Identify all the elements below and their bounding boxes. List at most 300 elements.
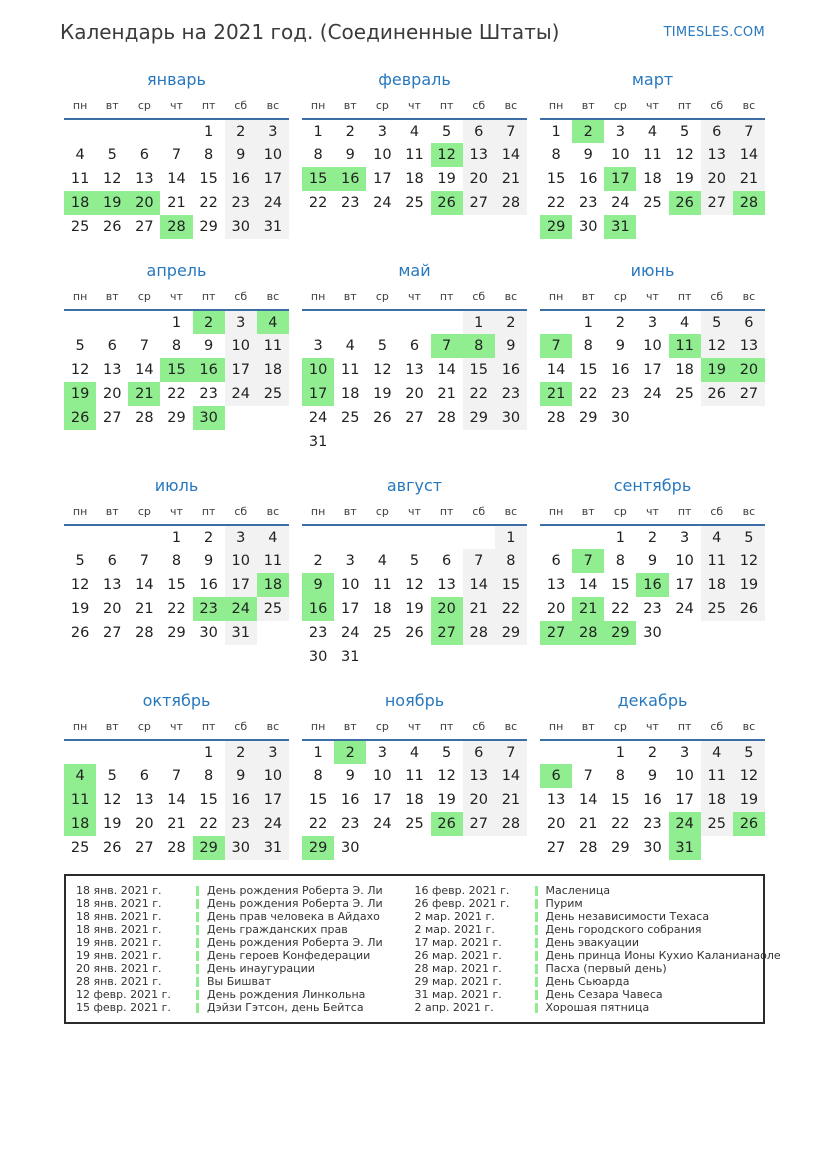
day-cell: 6 [463, 740, 495, 764]
empty-cell [669, 406, 701, 430]
day-cell: 24 [675, 601, 694, 617]
month-table [540, 502, 765, 645]
day-cell: 2 [615, 314, 625, 331]
day-cell: 4 [701, 525, 733, 549]
day-cell: 12 [405, 577, 424, 593]
day-cell: 21 [495, 788, 527, 812]
day-cell: 7 [139, 338, 149, 354]
week-row [302, 167, 527, 191]
day-cell: 4 [257, 310, 289, 334]
day-cell: 20 [102, 386, 122, 402]
legend-entry [415, 936, 754, 949]
day-cell: 21 [495, 167, 527, 191]
day-cell: 10 [257, 143, 289, 167]
week-row [64, 812, 289, 836]
day-cell: 6 [139, 147, 149, 163]
empty-cell [366, 836, 398, 860]
weekday-header: ср [128, 717, 160, 740]
day-cell: 7 [733, 119, 765, 143]
holiday-marker-bar [196, 964, 199, 974]
weekday-header: вт [96, 96, 128, 119]
weekday-header: пт [669, 287, 701, 310]
legend-entry-name: День Сьюарда [545, 975, 630, 988]
weekday-header: вт [572, 717, 604, 740]
day-cell: 11 [701, 764, 733, 788]
weekday-header: пн [302, 96, 334, 119]
day-cell: 12 [102, 792, 122, 808]
day-cell: 20 [128, 191, 160, 215]
day-cell: 28 [160, 215, 192, 239]
empty-cell [96, 525, 128, 549]
day-cell: 24 [373, 816, 392, 832]
day-cell: 20 [102, 601, 122, 617]
month-title: февраль [378, 70, 451, 89]
day-cell: 2 [313, 553, 323, 569]
day-cell: 5 [75, 338, 85, 354]
empty-cell [302, 525, 334, 549]
week-row [302, 788, 527, 812]
month-table [302, 96, 527, 215]
legend-entry-date: 28 мар. 2021 г. [414, 962, 502, 975]
week-row [64, 143, 289, 167]
day-cell: 11 [340, 362, 360, 378]
legend-entry-name: День прав человека в Айдахо [207, 910, 380, 923]
day-cell: 26 [701, 382, 733, 406]
day-cell: 29 [611, 840, 630, 856]
day-cell: 28 [167, 840, 186, 856]
weekday-header: ср [604, 717, 636, 740]
day-cell: 30 [643, 840, 662, 856]
day-cell: 2 [225, 740, 257, 764]
day-cell: 19 [733, 788, 765, 812]
legend-column-1 [76, 884, 415, 1014]
day-cell: 1 [615, 529, 625, 546]
week-row [64, 406, 289, 430]
weekday-header: вт [334, 717, 366, 740]
legend-entry-name: День инаугурации [207, 962, 315, 975]
day-cell: 28 [546, 410, 566, 426]
weekday-header-row [64, 96, 289, 119]
day-cell: 25 [675, 386, 694, 402]
legend-entry [76, 962, 415, 975]
day-cell: 15 [463, 358, 495, 382]
month-title: сентябрь [613, 476, 692, 495]
day-cell: 22 [463, 382, 495, 406]
legend-entry [76, 936, 415, 949]
month-март [540, 70, 765, 239]
day-cell: 29 [463, 406, 495, 430]
weekday-header: пт [431, 502, 463, 525]
day-cell: 23 [578, 195, 598, 211]
empty-cell [733, 215, 765, 239]
weekday-header: пт [431, 717, 463, 740]
day-cell: 5 [442, 744, 452, 761]
weekday-header: пт [431, 96, 463, 119]
day-cell: 29 [193, 836, 225, 860]
day-cell: 8 [313, 768, 323, 784]
day-cell: 23 [225, 191, 257, 215]
weekday-header: пн [540, 96, 572, 119]
month-title: январь [147, 70, 206, 89]
day-cell: 13 [437, 577, 456, 593]
day-cell: 2 [334, 740, 366, 764]
day-cell: 1 [171, 529, 182, 546]
day-cell: 21 [135, 601, 154, 617]
day-cell: 15 [199, 171, 218, 187]
day-cell: 16 [193, 358, 225, 382]
day-cell: 14 [578, 577, 598, 593]
day-cell: 31 [340, 649, 360, 665]
holiday-marker-bar [196, 977, 199, 987]
week-row [302, 525, 527, 549]
legend-entry [415, 923, 754, 936]
day-cell: 2 [193, 310, 225, 334]
day-cell: 26 [733, 812, 765, 836]
weekday-header: сб [463, 96, 495, 119]
legend-entry-name: Пасха (первый день) [545, 962, 667, 975]
empty-cell [302, 310, 334, 334]
day-cell: 24 [225, 382, 257, 406]
day-cell: 28 [463, 621, 495, 645]
day-cell: 15 [546, 171, 566, 187]
day-cell: 1 [615, 744, 625, 761]
day-cell: 25 [257, 382, 289, 406]
week-row [540, 597, 765, 621]
month-октябрь [64, 691, 289, 860]
day-cell: 11 [373, 577, 392, 593]
empty-cell [398, 525, 430, 549]
holiday-marker-bar [196, 990, 199, 1000]
day-cell: 12 [733, 764, 765, 788]
day-cell: 31 [257, 215, 289, 239]
month-table [64, 287, 289, 430]
day-cell: 10 [225, 334, 257, 358]
week-row [302, 573, 527, 597]
weekday-header: вт [96, 502, 128, 525]
day-cell: 31 [604, 215, 636, 239]
empty-cell [463, 525, 495, 549]
day-cell: 11 [701, 549, 733, 573]
week-row [540, 143, 765, 167]
day-cell: 15 [495, 573, 527, 597]
month-декабрь [540, 691, 765, 860]
day-cell: 28 [135, 410, 154, 426]
day-cell: 21 [733, 167, 765, 191]
day-cell: 28 [572, 621, 604, 645]
weekday-header: сб [701, 287, 733, 310]
empty-cell [431, 645, 463, 669]
weekday-header: пн [64, 96, 96, 119]
legend-entry-date: 19 янв. 2021 г. [76, 936, 162, 949]
day-cell: 20 [546, 601, 566, 617]
day-cell: 15 [578, 362, 598, 378]
day-cell: 26 [64, 406, 96, 430]
weekday-header: вт [334, 287, 366, 310]
legend-entry-name: День рождения Роберта Э. Ли [207, 936, 383, 949]
weekday-header-row [64, 502, 289, 525]
day-cell: 7 [431, 334, 463, 358]
weekday-header-row [302, 717, 527, 740]
day-cell: 8 [551, 147, 561, 163]
month-февраль [302, 70, 527, 215]
day-cell: 25 [257, 597, 289, 621]
day-cell: 26 [405, 625, 424, 641]
day-cell: 3 [257, 740, 289, 764]
weekday-header: чт [636, 502, 668, 525]
day-cell: 14 [546, 362, 566, 378]
legend-entry-name: Пурим [545, 897, 583, 910]
weekday-header: вс [257, 502, 289, 525]
day-cell: 20 [463, 167, 495, 191]
day-cell: 23 [225, 812, 257, 836]
legend-entry-date: 26 февр. 2021 г. [414, 897, 510, 910]
day-cell: 29 [167, 625, 186, 641]
holiday-marker-bar [196, 886, 199, 896]
day-cell: 27 [405, 410, 424, 426]
weekday-header: сб [701, 96, 733, 119]
day-cell: 23 [611, 386, 630, 402]
day-cell: 3 [615, 123, 625, 140]
day-cell: 6 [107, 338, 117, 354]
day-cell: 27 [540, 621, 572, 645]
legend-entry [76, 975, 415, 988]
day-cell: 26 [431, 191, 463, 215]
legend-entry-name: День рождения Роберта Э. Ли [207, 897, 383, 910]
empty-cell [96, 310, 128, 334]
day-cell: 14 [167, 171, 186, 187]
legend-entry-name: День городского собрания [545, 923, 702, 936]
week-row [540, 119, 765, 143]
day-cell: 27 [135, 219, 154, 235]
day-cell: 5 [733, 525, 765, 549]
day-cell: 16 [643, 792, 662, 808]
day-cell: 12 [102, 171, 122, 187]
day-cell: 12 [437, 768, 456, 784]
day-cell: 6 [409, 338, 420, 354]
day-cell: 14 [135, 362, 154, 378]
weekday-header: ср [128, 287, 160, 310]
week-row [64, 597, 289, 621]
day-cell: 8 [171, 338, 182, 354]
empty-cell [636, 215, 668, 239]
day-cell: 27 [546, 840, 566, 856]
legend-entry-date: 17 мар. 2021 г. [414, 936, 502, 949]
day-cell: 23 [495, 382, 527, 406]
day-cell: 14 [578, 792, 598, 808]
weekday-header-row [64, 287, 289, 310]
day-cell: 15 [611, 792, 630, 808]
weekday-header: пт [669, 96, 701, 119]
day-cell: 26 [102, 840, 122, 856]
day-cell: 24 [643, 386, 662, 402]
weekday-header: чт [160, 717, 192, 740]
day-cell: 3 [647, 314, 658, 331]
day-cell: 21 [578, 816, 598, 832]
weekday-header: чт [160, 502, 192, 525]
empty-cell [257, 406, 289, 430]
week-row [540, 788, 765, 812]
empty-cell [96, 119, 128, 143]
months-grid [64, 70, 765, 860]
day-cell: 24 [373, 195, 392, 211]
month-title: июнь [630, 261, 675, 280]
weekday-header: вт [334, 502, 366, 525]
day-cell: 8 [615, 553, 625, 569]
week-row [302, 836, 527, 860]
day-cell: 30 [340, 840, 360, 856]
month-table [540, 717, 765, 860]
day-cell: 7 [171, 768, 182, 784]
empty-cell [128, 740, 160, 764]
day-cell: 21 [128, 382, 160, 406]
weekday-header-row [302, 96, 527, 119]
day-cell: 10 [302, 358, 334, 382]
day-cell: 3 [377, 744, 387, 761]
day-cell: 26 [102, 219, 122, 235]
day-cell: 8 [463, 334, 495, 358]
day-cell: 5 [680, 123, 690, 140]
empty-cell [128, 310, 160, 334]
day-cell: 30 [308, 649, 328, 665]
site-link[interactable]: TIMESLES.COM [663, 25, 765, 40]
day-cell: 3 [680, 529, 690, 546]
day-cell: 24 [669, 812, 701, 836]
week-row [302, 812, 527, 836]
legend-entry [415, 897, 754, 910]
day-cell: 8 [204, 768, 214, 784]
weekday-header: вс [257, 287, 289, 310]
weekday-header: пт [193, 287, 225, 310]
day-cell: 1 [463, 310, 495, 334]
weekday-header: чт [398, 287, 430, 310]
day-cell: 16 [302, 597, 334, 621]
day-cell: 30 [643, 625, 662, 641]
week-row [302, 549, 527, 573]
empty-cell [366, 525, 398, 549]
week-row [540, 191, 765, 215]
weekday-header-row [302, 502, 527, 525]
empty-cell [398, 310, 430, 334]
day-cell: 10 [675, 553, 694, 569]
empty-cell [495, 430, 527, 454]
day-cell: 2 [647, 529, 658, 546]
empty-cell [431, 836, 463, 860]
week-row [64, 358, 289, 382]
day-cell: 16 [340, 792, 360, 808]
day-cell: 5 [107, 147, 117, 163]
empty-cell [733, 406, 765, 430]
day-cell: 16 [225, 167, 257, 191]
day-cell: 8 [204, 147, 214, 163]
legend-entry-date: 26 мар. 2021 г. [414, 949, 502, 962]
day-cell: 23 [199, 386, 218, 402]
day-cell: 22 [308, 816, 328, 832]
legend-entry-name: День героев Конфедерации [207, 949, 371, 962]
legend-entry-date: 19 янв. 2021 г. [76, 949, 162, 962]
day-cell: 14 [733, 143, 765, 167]
weekday-header: чт [636, 287, 668, 310]
empty-cell [701, 621, 733, 645]
day-cell: 26 [669, 191, 701, 215]
day-cell: 18 [405, 792, 424, 808]
weekday-header: вс [495, 502, 527, 525]
empty-cell [463, 836, 495, 860]
week-row [302, 430, 527, 454]
empty-cell [701, 406, 733, 430]
holiday-marker-bar [196, 912, 199, 922]
day-cell: 18 [643, 171, 662, 187]
weekday-header: сб [463, 502, 495, 525]
month-table [540, 96, 765, 239]
day-cell: 30 [225, 836, 257, 860]
day-cell: 21 [437, 386, 456, 402]
day-cell: 15 [160, 358, 192, 382]
day-cell: 4 [647, 123, 658, 140]
day-cell: 19 [64, 382, 96, 406]
week-row [64, 215, 289, 239]
week-row [302, 334, 527, 358]
day-cell: 30 [193, 406, 225, 430]
day-cell: 28 [495, 191, 527, 215]
day-cell: 5 [377, 338, 387, 354]
week-row [302, 406, 527, 430]
holiday-marker-bar [535, 977, 538, 987]
day-cell: 16 [225, 788, 257, 812]
legend-entry [76, 949, 415, 962]
legend-entry-name: День принца Ионы Кухио Каланианаоле [545, 949, 781, 962]
weekday-header: ср [604, 96, 636, 119]
holiday-marker-bar [535, 912, 538, 922]
month-июль [64, 476, 289, 645]
day-cell: 17 [373, 792, 392, 808]
empty-cell [636, 406, 668, 430]
weekday-header: ср [128, 96, 160, 119]
day-cell: 31 [308, 434, 328, 450]
day-cell: 25 [405, 816, 424, 832]
week-row [540, 740, 765, 764]
day-cell: 17 [675, 577, 694, 593]
day-cell: 5 [733, 740, 765, 764]
legend-entry-date: 31 мар. 2021 г. [414, 988, 502, 1001]
day-cell: 31 [225, 621, 257, 645]
day-cell: 6 [139, 768, 149, 784]
day-cell: 22 [167, 601, 186, 617]
day-cell: 1 [171, 314, 182, 331]
holiday-marker-bar [196, 899, 199, 909]
day-cell: 29 [540, 215, 572, 239]
legend-entry [415, 1001, 754, 1014]
day-cell: 23 [308, 625, 328, 641]
weekday-header: вс [495, 287, 527, 310]
day-cell: 23 [643, 816, 662, 832]
holiday-marker-bar [535, 886, 538, 896]
day-cell: 6 [540, 764, 572, 788]
day-cell: 3 [225, 525, 257, 549]
weekday-header: вт [572, 96, 604, 119]
day-cell: 7 [171, 147, 182, 163]
day-cell: 18 [257, 358, 289, 382]
empty-cell [398, 836, 430, 860]
day-cell: 21 [463, 597, 495, 621]
day-cell: 14 [437, 362, 456, 378]
week-row [64, 764, 289, 788]
day-cell: 17 [257, 788, 289, 812]
empty-cell [572, 525, 604, 549]
day-cell: 13 [102, 362, 122, 378]
day-cell: 24 [257, 191, 289, 215]
legend-entry-date: 2 мар. 2021 г. [414, 910, 495, 923]
day-cell: 19 [96, 191, 128, 215]
